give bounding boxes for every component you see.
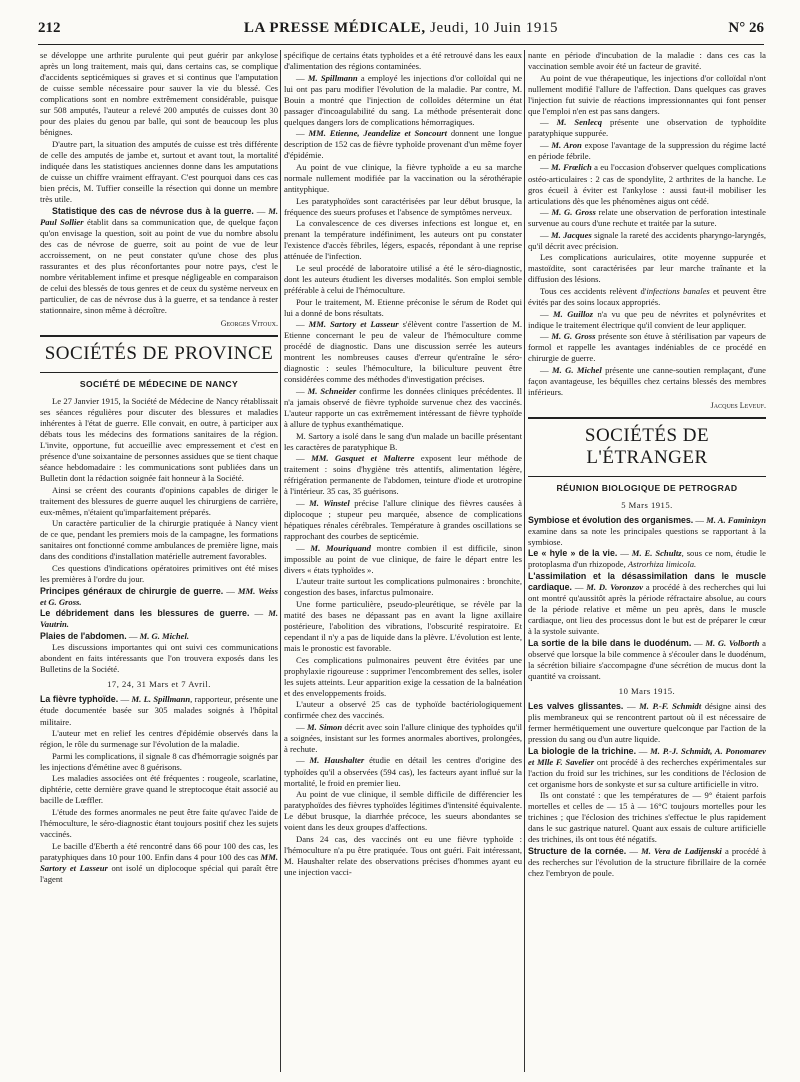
- communication-text: , sous ce nom, étudie le protoplasma d'un rhizopode,: [528, 548, 766, 570]
- communication-title: Structure de la cornée.: [528, 845, 627, 856]
- paragraph: Les discussions importantes qui ont suivi ces communications abondent en faits intéressants que l'on trouvera exposés dans les Bulletins de la Société.: [40, 642, 278, 675]
- communication-text: signale la rareté des accidents pharyngo-laryngés, qu'il décrit avec précision.: [528, 229, 766, 251]
- paragraph: Au point de vue thérapeutique, les injections d'or colloïdal n'ont nullement modifié l'allure de l'affection. Dans quelques cas graves l'injection fut suivie de réactions impressionnantes qui font penser que l'emploi n'en est pas sans dangers.: [528, 72, 766, 116]
- session-date: 5 Mars 1915.: [621, 499, 673, 510]
- paragraph: Les maladies associées ont été fréquentes : rougeole, scarlatine, diphtérie, cette dernière grave quand le streptocoque était associé au bacille de Lœffler.: [40, 773, 278, 806]
- communication: — M. Schneider confirme les données cliniques précédentes. Il n'a jamais observé de fièvre typhoïde survenue chez des vaccinés. L'auteur rapporte un cas extrêmement intéressant de fièvre typhoïde à allure de typhus exanthématique.: [284, 385, 522, 430]
- communication: — M. Senlecq présente une observation de typhoïdite paratyphique suppurée.: [528, 117, 766, 139]
- paragraph: Pour le traitement, M. Etienne préconise le sérum de Rodet qui lui a donné de bons résultats.: [284, 296, 522, 318]
- communication-text: a procédé à des recherches sur l'évolution de la structure fibrillaire de la cornée chez l'embryon de poule.: [528, 845, 766, 879]
- communication-text: a observé que lorsque la bile commence à s'écouler dans le duodénum, la sécrétion biliaire s'accompagne d'une sécrétion de mucus dont la quantité va croissant.: [528, 637, 766, 681]
- author: M. P.-J. Schmidt, A. Ponomarev et Mlle F. Savelier: [528, 745, 766, 767]
- communication: Symbiose et évolution des organismes. — M. A. Faminizyn examine dans sa note les principales questions se rapportant à la symbiose.: [528, 514, 766, 547]
- communication-text: a procédé à des recherches qui lui ont montré qu'aussitôt après la période réfractaire absolue, au cours de la période relative et même un peu après, dans le muscle cardiaque, ont lieu des processus dont le but est de préparer le cœur à la systole suivante.: [528, 581, 766, 637]
- author: M. G. Volborth: [705, 637, 760, 648]
- communication: — M. Aron expose l'avantage de la suppression du régime lacté en période fébrile.: [528, 139, 766, 161]
- paragraph: spécifique de certains états typhoïdes et a été retrouvé dans les eaux d'alimentation des régions contaminées.: [284, 50, 522, 72]
- author: M. E. Schultz: [631, 548, 682, 559]
- author: M. Mouriquand: [310, 542, 371, 553]
- communication: Structure de la cornée. — M. Vera de Ladijenski a procédé à des recherches sur l'évolution de la structure fibrillaire de la cornée chez l'embryon de poule.: [528, 845, 766, 879]
- communication-text: présente son étuve à stérilisation par vapeurs de formol et rappelle les avantages indéniables de ce procédé en chirurgie de guerre.: [528, 331, 766, 364]
- communication-text: donnent une longue description de 152 cas de fièvre typhoïde provenant d'un même foyer d'épidémie.: [284, 128, 522, 161]
- communication: — MM. Etienne, Jeandelize et Soncourt donnent une longue description de 152 cas de fièvre typhoïde provenant d'un même foyer d'épidémie.: [284, 128, 522, 161]
- author: M. G. Gross: [551, 207, 596, 218]
- communication-title: Les valves glissantes.: [528, 700, 624, 711]
- paragraph: Au point de vue clinique, la fièvre typhoïde a eu sa marche normale nullement modifiée par la vaccination ou la sérothérapie antityphique.: [284, 161, 522, 195]
- author: M. Jacques: [550, 229, 592, 240]
- issue-date: Jeudi, 10 Juin 1915: [430, 20, 559, 36]
- column-divider: [524, 50, 525, 1072]
- author: M. Aron: [551, 139, 582, 150]
- journal-name: LA PRESSE MÉDICALE,: [243, 20, 426, 36]
- paragraph: Ces questions d'indications opératoires primitives ont été mises les premières à l'ordre du jour.: [40, 562, 278, 584]
- paragraph: [40, 841, 278, 885]
- society-name: RÉUNION BIOLOGIQUE DE PETROGRAD: [556, 482, 738, 493]
- author: M. Paul Sollier: [40, 205, 278, 227]
- communication: — M. Winstel précise l'allure clinique des fièvres causées à diplocoque ; stupeur peu marquée, absence de complications hépatiques rénales cérébrales. Température à grandes oscillations se rapprochant des courbes de septicémie.: [284, 497, 522, 542]
- communication-text: , rapporteur, présente une étude documentée basée sur 305 malades soignés à l'hôpital militaire.: [40, 694, 278, 727]
- communication-text: précise l'allure clinique des fièvres causées à diplocoque ; stupeur peu marquée, absence de complications hépatiques rénales cérébrales. Température à grandes oscillations se rapprochant des courbes de septicémie.: [284, 497, 522, 542]
- paragraph: L'auteur traite surtout les complications pulmonaires : bronchite, congestion des bases, infarctus pulmonaire.: [284, 576, 522, 598]
- paragraph: Le 27 Janvier 1915, la Société de Médecine de Nancy rétablissait ses séances régulières pour discuter des blessures et maladies inhérentes à l'état de guerre. Elle convait, en outre, à participer aux débats tous les médecins des formations sanitaires de la région. L'invite, opportune, fut accueillie avec empressement et c'est en présence d'une soixantaine de personnes assidues que se tient chaque séance hebdomadaire : les communications sont publiées dans un Bulletin dont la rédaction soignée fait honneur à la Société.: [40, 395, 278, 484]
- paragraph: L'étude des formes anormales ne peut être faite qu'avec l'aide de l'hémoculture, le séro-diagnostic étant toujours positif chez les sujets vaccinés.: [40, 806, 278, 839]
- communication: Principes généraux de chirurgie de guerre. — MM. Weiss et G. Gross.: [40, 585, 278, 607]
- page-header: [38, 18, 764, 40]
- communication: La sortie de la bile dans le duodénum. — M. G. Volborth a observé que lorsque la bile commence à s'écouler dans le duodénum, la sécrétion biliaire s'accompagne d'une sécrétion de mucus dont la quantité va croissant.: [528, 637, 766, 681]
- communication-title: Symbiose et évolution des organismes.: [528, 514, 694, 525]
- paragraph: Les paratyphoïdes sont caractérisées par leur début brusque, la fréquence des sueurs profuses et l'absence de symptômes nerveux.: [284, 195, 522, 217]
- communication-text: ont procédé à des recherches expérimentales sur l'action du froid sur les trichines, sur les conditions de l'éclosion de cet organisme hors de sonkyste et sur sa culture artificielle in vitro.: [528, 756, 766, 789]
- communication: Le débridement dans les blessures de guerre. — M. Vautrin.: [40, 608, 278, 630]
- column-divider: [280, 50, 281, 1072]
- author: M. L. Spillmann: [131, 694, 191, 705]
- communication-text: a eu l'occasion d'observer quelques complications ostéo-articulaires : 2 cas de spondylite, 2 arthrites de la hanche. Le gros écueil à éviter est l'ankylose : aussi faut-il mobiliser les articulations dès que les phénomènes aigus ont cédé.: [528, 162, 766, 206]
- communication: — MM. Sartory et Lasseur s'élèvent contre l'assertion de M. Etienne concernant le peu de valeur de l'hémoculture comme procédé de diagnostic. Dans une discussion serrée les auteurs montrent les nombreuses causes d'erreur qu'entraîne le séro-diagnostic : seules l'hémoculture, la biliculture peuvent être considérées comme des méthodes d'investigation précises.: [284, 319, 522, 385]
- author: MM. Weiss et G. Gross.: [40, 585, 278, 607]
- communication: Statistique des cas de névrose dus à la guerre. — M. Paul Sollier établit dans sa communication que, de quelque façon qu'on envisage la question, soit au point de vue du nombre absolu des cas de névrose de guerre, soit au point de vue de leur accroissement, on ne peut constater qu'une chose des plus rassurantes et des plus réconfortantes pour notre pays, c'est le nombre véritablement infime et presque négligeable en comparaison de celui des blessés de tous genres et de ceux du système nerveux en particulier, de cas de névrose dus à la guerre, et sa tendance à rester stationnaire, sinon même à décroître.: [40, 205, 278, 316]
- paragraph: Dans 24 cas, des vaccinés ont eu une fièvre typhoïde : l'hémoculture n'a pu être pratiquée. Tous ont guéri. Fait intéressant, M. Haushalter relate des observations précises d'hommes ayant eu une injection vacci-: [284, 833, 522, 877]
- communication-text: désigne ainsi des plis membraneux qui se rencontrent partout où il est nécessaire de fermer hermétiquement une ouverture quelconque par l'action de la pression du sang ou d'un autre liquide.: [528, 700, 766, 744]
- communication-text: confirme les données cliniques précédentes. Il n'a jamais observé de fièvre typhoïde survenue chez des vaccinés. L'auteur rapporte un cas extrêmement intéressant de fièvre typhoïde à allure de typhus exanthématique.: [284, 385, 522, 430]
- author: M. P.-F. Schmidt: [639, 700, 702, 711]
- emphasis: infections banales: [646, 285, 710, 296]
- issue-number: N° 26: [728, 20, 764, 36]
- section-title: SOCIÉTÉS DE L'ÉTRANGER: [584, 425, 710, 468]
- paragraph: se développe une arthrite purulente qui peut guérir par ankylose après un long traitement, mais qui, dans certains cas, se complique d'accidents septicémiques si graves et si continus que l'amputation de cuisse semble nécessaire pour sauver la vie du blessé. Ces complications sont en nombre extrêmement considérable, puisque sur 508 amputés, l'auteur a relevé 200 amputés de cuisses dont 30 pour des plaies du genou par balle, qui sont de beaucoup les plus bénignes.: [40, 50, 278, 138]
- communication-title: Principes généraux de chirurgie de guerre.: [40, 585, 224, 596]
- author: MM. Etienne, Jeandelize et Soncourt: [308, 128, 447, 139]
- author: M. Winstel: [309, 497, 350, 508]
- communication-text: s'élèvent contre l'assertion de M. Etienne concernant le peu de valeur de l'hémoculture comme procédé de diagnostic. Dans une discussion serrée les auteurs montrent les nombreuses causes d'erreur qu'entraîne le séro-diagnostic : seules l'hémoculture, la biliculture peuvent être considérées comme des méthodes d'investigation précises.: [284, 319, 522, 385]
- paragraph: La convalescence de ces diverses infections est longue et, en prenant la température indéfiniment, les auteurs ont pu constater l'existence d'accès fébriles, légers, espacés, répondant à une reprise atténuée de l'infection.: [284, 218, 522, 262]
- communication: — M. Simon décrit avec soin l'allure clinique des typhoïdes qu'il a soignées, insistant sur les formes anormales abortives, prolongées, à rechute.: [284, 721, 522, 754]
- paragraph: nante en période d'incubation de la maladie : dans ces cas la vaccination semble avoir été un facteur de gravité.: [528, 50, 766, 72]
- communication: — M. G. Michel présente une canne-soutien remplaçant, d'une façon avantageuse, les béquilles chez certains blessés des membres inférieurs.: [528, 364, 766, 397]
- communication: Plaies de l'abdomen. — M. G. Michel.: [40, 630, 189, 641]
- column-1: [40, 50, 278, 1074]
- author: M. Simon: [307, 721, 343, 732]
- paragraph: Une forme particulière, pseudo-pleurétique, se révèle par la matité des bases ne dépassant pas en avant la ligne axillaire postérieure, l'abolition des vibrations, l'obscurité respiratoire. Et cependant il n'y a pas de liquide dans la plèvre. L'évolution est lente, mais le pronostic est favorable.: [284, 598, 522, 653]
- page-number: 212: [38, 20, 61, 36]
- communication-title: La biologie de la trichine.: [528, 745, 637, 756]
- society-name: SOCIÉTÉ DE MÉDECINE DE NANCY: [79, 378, 239, 389]
- communication-text: décrit avec soin l'allure clinique des typhoïdes qu'il a soignées, insistant sur les formes anormales abortives, prolongées, à rechute.: [284, 721, 522, 754]
- communication: — M. Jacques signale la rareté des accidents pharyngo-laryngés, qu'il décrit avec précision.: [528, 229, 766, 251]
- author: M. Haushalter: [309, 755, 365, 766]
- author: M. Vautrin.: [40, 608, 278, 630]
- paragraph: D'autre part, la situation des amputés de cuisse est très différente de celle des amputés de jambe et, surtout et avant tout, la mortalité indiquée dans les statistiques anciennes donne dans les amputations de cuisse un chiffre vraiment effrayant. C'est pourquoi dans ces cas bien précis, M. Tuffier conseille la résection qui donne un membre très utile.: [40, 138, 278, 205]
- author: M. Schneider: [307, 385, 357, 396]
- communication-text: présente une canne-soutien remplaçant, d'une façon avantageuse, les béquilles chez certains blessés des membres inférieurs.: [528, 364, 766, 397]
- communication: — M. Haushalter étudie en détail les centres d'origine des typhoïdes qu'il a observées (594 cas), les facteurs ayant influé sur la mortalité, le froid en premier lieu.: [284, 755, 522, 788]
- paragraph: Les complications auriculaires, otite moyenne suppurée et mastoïdite, sont caractérisées par leur marche traînante et la diffusion des lésions.: [528, 252, 766, 285]
- communication: La fièvre typhoïde. — M. L. Spillmann, rapporteur, présente une étude documentée basée sur 305 malades soignés à l'hôpital militaire.: [40, 694, 278, 727]
- communication-title: La sortie de la bile dans le duodénum.: [528, 637, 692, 648]
- paragraph: Au point de vue clinique, il semble difficile de différencier les paratyphoïdes des fièvres typhoïdes légitimes d'intensité équivalente. Le début brusque, la diarrhée précoce, les sueurs abondantes se voient dans les deux groupes d'affections.: [284, 789, 522, 833]
- paragraph: Ces complications pulmonaires peuvent être évitées par une prophylaxie rigoureuse : supprimer l'encombrement des selles, isoler les sujets atteints. Leur apparition exige la cessation de la balnéation et des enveloppements froids.: [284, 654, 522, 698]
- text-run: Tous ces accidents relèvent d': [540, 285, 647, 296]
- communication: — M. Guilloz n'a vu que peu de névrites et polynévrites et indique le traitement électrique qu'il convient de leur appliquer.: [528, 308, 766, 330]
- paragraph: [528, 286, 766, 308]
- author: MM. Sartory et Lasseur: [308, 319, 399, 330]
- paragraph: — M. Spillmann a employé les injections d'or colloïdal qui ne lui ont pas paru modifier l'évolution de la maladie. Par contre, M. Bouin a montré que l'injection de colloïdes détermine un état passager d'incoagulabilité du sang. La méthode présenterait donc quelques dangers lors de complications hémorragiques.: [284, 72, 522, 127]
- communication: — M. Frœlich a eu l'occasion d'observer quelques complications ostéo-articulaires : 2 cas de spondylite, 2 arthrites de la hanche. Le gros écueil à éviter est l'ankylose : aussi faut-il mobiliser les articulations dès que les phénomènes aigus ont cédé.: [528, 162, 766, 206]
- communication-text: montre combien il est difficile, sinon impossible au point de vue clinique, de faire le départ entre les divers « états typhoïdes ».: [284, 542, 522, 575]
- communication-text: expose l'avantage de la suppression du régime lacté en période fébrile.: [528, 139, 766, 161]
- author: M. G. Gross: [551, 331, 596, 342]
- paragraph: Un caractère particulier de la chirurgie pratiquée à Nancy vient de ce que, pendant les premiers mois de la campagne, les formations sanitaires ont fonctionné comme ambulances de première ligne, mais dans des conditions d'installation matérielle autrement favorables.: [40, 518, 278, 562]
- communication: — M. Mouriquand montre combien il est difficile, sinon impossible au point de vue clinique, de faire le départ entre les divers « états typhoïdes ».: [284, 542, 522, 575]
- section-header: [528, 417, 766, 477]
- communication-text: examine dans sa note les principales questions se rapportant à la symbiose.: [528, 525, 766, 547]
- communication: L'assimilation et la désassimilation dans le muscle cardiaque. — M. D. Voronzov a procédé à des recherches qui lui ont montré qu'aussitôt après la période réfractaire absolue, au cours de la période relative et même un peu après, dans le muscle cardiaque, ont lieu des processus dont le but est de préparer le cœur à la systole suivante.: [528, 570, 766, 637]
- communication: — M. G. Gross présente son étuve à stérilisation par vapeurs de formol et rappelle les avantages indéniables de ce procédé en chirurgie de guerre.: [528, 331, 766, 364]
- author: MM. Sartory et Lasseur: [40, 851, 278, 873]
- author: M. Senlecq: [556, 117, 603, 128]
- author: M. Frœlich: [550, 162, 592, 173]
- author: M. G. Michel: [551, 364, 602, 375]
- communication-text: n'a vu que peu de névrites et polynévrites et indique le traitement électrique qu'il convient de leur appliquer.: [528, 308, 766, 330]
- paragraph: Parmi les complications, il signale 8 cas d'hémorragie soignés par les injections d'émétine avec 8 guérisons.: [40, 750, 278, 772]
- paragraph: L'auteur a observé 25 cas de typhoïde bactériologiquement confirmée chez des vaccinés.: [284, 699, 522, 721]
- paragraph: L'auteur met en relief les centres d'épidémie observés dans la région, le rôle du surmenage sur l'évolution de la maladie.: [40, 728, 278, 750]
- session-date: 10 Mars 1915.: [618, 685, 676, 696]
- column-3: [528, 50, 766, 1074]
- signature: Jacques Leveuf.: [710, 400, 766, 410]
- communication-title: Plaies de l'abdomen.: [40, 630, 127, 641]
- author: M. A. Faminizyn: [706, 514, 766, 525]
- communication-text: étudie en détail les centres d'origine des typhoïdes qu'il a observées (594 cas), les facteurs ayant influé sur la mortalité, le froid en premier lieu.: [284, 755, 522, 788]
- signature: Georges Vitoux.: [220, 319, 278, 329]
- communication: Le « hyle » de la vie. — M. E. Schultz, sous ce nom, étudie le protoplasma d'un rhizopode, Astrorhiza limicola.: [528, 548, 766, 570]
- author: MM. Gasquet et Malterre: [311, 453, 415, 464]
- author: M. Spillmann: [307, 72, 358, 83]
- communication: — M. G. Gross relate une observation de perforation intestinale survenue au cours d'une rechute et traitée par la suture.: [528, 207, 766, 229]
- communication-title: L'assimilation et la désassimilation dans le muscle cardiaque.: [528, 570, 766, 592]
- communication-title: Le « hyle » de la vie.: [528, 548, 618, 559]
- paragraph: Ainsi se créent des courants d'opinions capables de diriger le traitement des blessures de guerre auquel les chirurgiens de carrière, eux-mêmes, n'étaient qu'imparfaitement préparés.: [40, 484, 278, 517]
- communication: La biologie de la trichine. — M. P.-J. Schmidt, A. Ponomarev et Mlle F. Savelier ont procédé à des recherches expérimentales sur l'action du froid sur les trichines, sur les conditions de l'éclosion de cet organisme hors de sonkyste et sur sa culture artificielle in vitro.: [528, 745, 766, 789]
- paragraph: Ils ont constaté : que les températures de — 9° étaient parfois mortelles et celles de — 15 à — 16°C toujours mortelles pour les trichines ; que l'éclosion des trichines s'effectue le plus rapidement dans le suc gastrique naturel. Quant aux essais de culture artificielle des trichines, ils ont tous été négatifs.: [528, 790, 766, 845]
- header-rule: [38, 44, 764, 45]
- text-run: et peuvent être évités par des soins locaux appropriés.: [528, 285, 766, 308]
- text-run: ont isolé un diplocoque spécial qui paraît être l'agent: [40, 862, 278, 884]
- communication-title: Le débridement dans les blessures de guerre.: [40, 608, 250, 619]
- text-run: a employé les injections d'or colloïdal qui ne lui ont pas paru modifier l'évolution de la maladie. Par contre, M. Bouin a montré que l'injection de colloïdes détermine un état passager d'incoagulabilité du sang. La méthode présenterait donc quelques dangers lors de complications hémorragiques.: [284, 72, 522, 127]
- session-date: 17, 24, 31 Mars et 7 Avril.: [107, 679, 211, 690]
- section-title: SOCIÉTÉS DE PROVINCE: [44, 343, 274, 365]
- communication-text: exposent leur méthode de traitement : soins d'hygiène très attentifs, alimentation légère, réfrigération permanente de l'abdomen, teinture d'iode et urotropine à l'intérieur. 35 cas, 35 guérisons.: [284, 453, 522, 497]
- author: M. Vera de Ladijenski: [641, 845, 722, 856]
- communication: — MM. Gasquet et Malterre exposent leur méthode de traitement : soins d'hygiène très attentifs, alimentation légère, réfrigération permanente de l'abdomen, teinture d'iode et urotropine à l'intérieur. 35 cas, 35 guérisons.: [284, 453, 522, 497]
- author: M. Guilloz: [553, 308, 594, 319]
- paragraph: M. Sartory a isolé dans le sang d'un malade un bacille présentant les caractères de paratyphique B.: [284, 430, 522, 452]
- section-header: [40, 335, 278, 373]
- communication-title: Statistique des cas de névrose dus à la guerre.: [52, 205, 254, 216]
- communication-title: La fièvre typhoïde.: [40, 694, 119, 705]
- author: M. G. Michel.: [139, 630, 189, 641]
- column-2: [284, 50, 522, 1074]
- communication-text: établit dans sa communication que, de quelque façon qu'on envisage la question, soit au point de vue du nombre absolu des cas de névrose de guerre, soit au point de vue de leur accroissement, on ne peut constater qu'une chose des plus rassurantes et des plus réconfortantes pour notre pays, c'est le nombre véritablement infime et presque négligeable en comparaison de celui des blessés de tous genres et de ceux du système nerveux en particulier, de cas de névrose dus à la guerre, et sa tendance à rester stationnaire, sinon même à décroître.: [40, 216, 278, 316]
- paragraph: Le seul procédé de laboratoire utilisé a été le séro-diagnostic, dont les auteurs étudient les diverses modalités. Son emploi semble préférable à celui de l'hémoculture.: [284, 262, 522, 295]
- text-run: Le bacille d'Eberth a été rencontré dans 66 pour 100 des cas, les paratyphiques dans 10 pour 100. Enfin dans 4 pour 100 des cas: [40, 840, 278, 862]
- communication-text: relate une observation de perforation intestinale survenue au cours d'une rechute et traitée par la suture.: [528, 207, 766, 229]
- journal-title: [38, 20, 764, 37]
- communication: Les valves glissantes. — M. P.-F. Schmidt désigne ainsi des plis membraneux qui se rencontrent partout où il est nécessaire de fermer hermétiquement une ouverture quelconque par l'action de la pression du sang ou d'un autre liquide.: [528, 700, 766, 744]
- communication-text: présente une observation de typhoïdite paratyphique suppurée.: [528, 117, 766, 139]
- author: M. D. Voronzov: [586, 581, 644, 592]
- species-name: Astrorhiza limicola.: [627, 559, 697, 570]
